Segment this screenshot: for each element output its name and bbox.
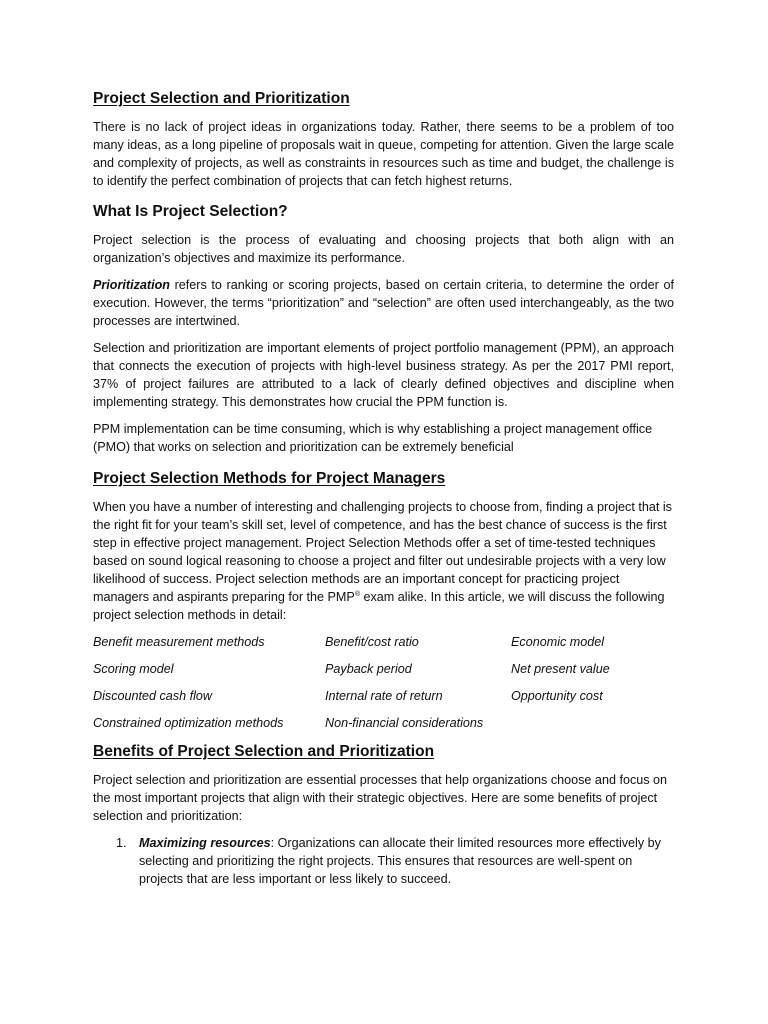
registered-mark: ® — [354, 591, 360, 598]
methods-intro-text-a: When you have a number of interesting and challenging projects to choose from, finding a project that is the right fit for your team’s skill set, level of competence, and has the best chance of success is the first step in effective project management. Project Selection Methods offer a set of time-tested techniques based on sound logical reasoning to choose a project and filter out undesirable projects with a very low likelihood of success. Project selection methods are an important concept for practicing project managers and aspirants preparing for the PMP — [93, 500, 672, 604]
method-item: Discounted cash flow — [93, 689, 213, 703]
method-item: Scoring model — [93, 662, 174, 676]
methods-list — [93, 633, 674, 732]
prioritization-paragraph — [93, 276, 674, 330]
document-title: Project Selection and Prioritization — [93, 90, 350, 107]
methods-intro-text-b: exam alike. In this article, we will discuss the following project selection methods in detail: — [93, 590, 665, 622]
what-is-heading: What Is Project Selection? — [93, 203, 288, 220]
benefit-number: 1. — [116, 836, 127, 850]
method-item: Benefit/cost ratio — [325, 635, 419, 649]
benefits-heading: Benefits of Project Selection and Prioritization — [93, 743, 435, 760]
benefits-list — [93, 834, 674, 888]
method-item: Net present value — [511, 662, 610, 676]
prioritization-term: Prioritization — [93, 278, 170, 292]
method-item: Constrained optimization methods — [93, 716, 284, 730]
benefit-term: Maximizing resources — [139, 836, 271, 850]
document-page — [93, 88, 674, 888]
prioritization-text: refers to ranking or scoring projects, based on certain criteria, to determine the order of execution. However, the terms “prioritization” and “selection” are often used interchangeably, as the two processes are intertwined. — [93, 278, 674, 328]
method-item: Economic model — [511, 635, 605, 649]
methods-intro-paragraph — [93, 498, 674, 624]
method-item: Internal rate of return — [325, 689, 443, 703]
method-item: Benefit measurement methods — [93, 635, 265, 649]
methods-heading: Project Selection Methods for Project Managers — [93, 470, 446, 487]
method-item: Payback period — [325, 662, 412, 676]
benefit-text: : Organizations can allocate their limited resources more effectively by selecting and prioritizing the right projects. This ensures that resources are well-spent on projects that are less important or less likely to succeed. — [139, 836, 661, 886]
definition-paragraph: Project selection is the process of evaluating and choosing projects that both align with an organization’s objectives and maximize its performance. — [93, 233, 674, 265]
intro-paragraph: There is no lack of project ideas in organizations today. Rather, there seems to be a problem of too many ideas, as a long pipeline of proposals wait in queue, competing for attention. Given the large scale and complexity of projects, as well as constraints in resources such as time and budget, the challenge is to identify the perfect combination of projects that can fetch highest returns. — [93, 120, 674, 188]
method-item: Opportunity cost — [511, 689, 603, 703]
pmo-paragraph: PPM implementation can be time consuming, which is why establishing a project management office (PMO) that works on selection and prioritization can be extremely beneficial — [93, 422, 653, 454]
benefit-item — [93, 834, 674, 888]
benefits-intro-paragraph: Project selection and prioritization are essential processes that help organizations choose and focus on the most important projects that align with their strategic objectives. Here are some benefits of project selection and prioritization: — [93, 773, 668, 823]
ppm-paragraph: Selection and prioritization are important elements of project portfolio management (PPM), an approach that connects the execution of projects with high-level business strategy. As per the 2017 PMI report, 37% of project failures are attributed to a lack of clearly defined objectives and discipline when implementing strategy. This demonstrates how crucial the PPM function is. — [93, 341, 674, 409]
method-item: Non-financial considerations — [325, 716, 484, 730]
